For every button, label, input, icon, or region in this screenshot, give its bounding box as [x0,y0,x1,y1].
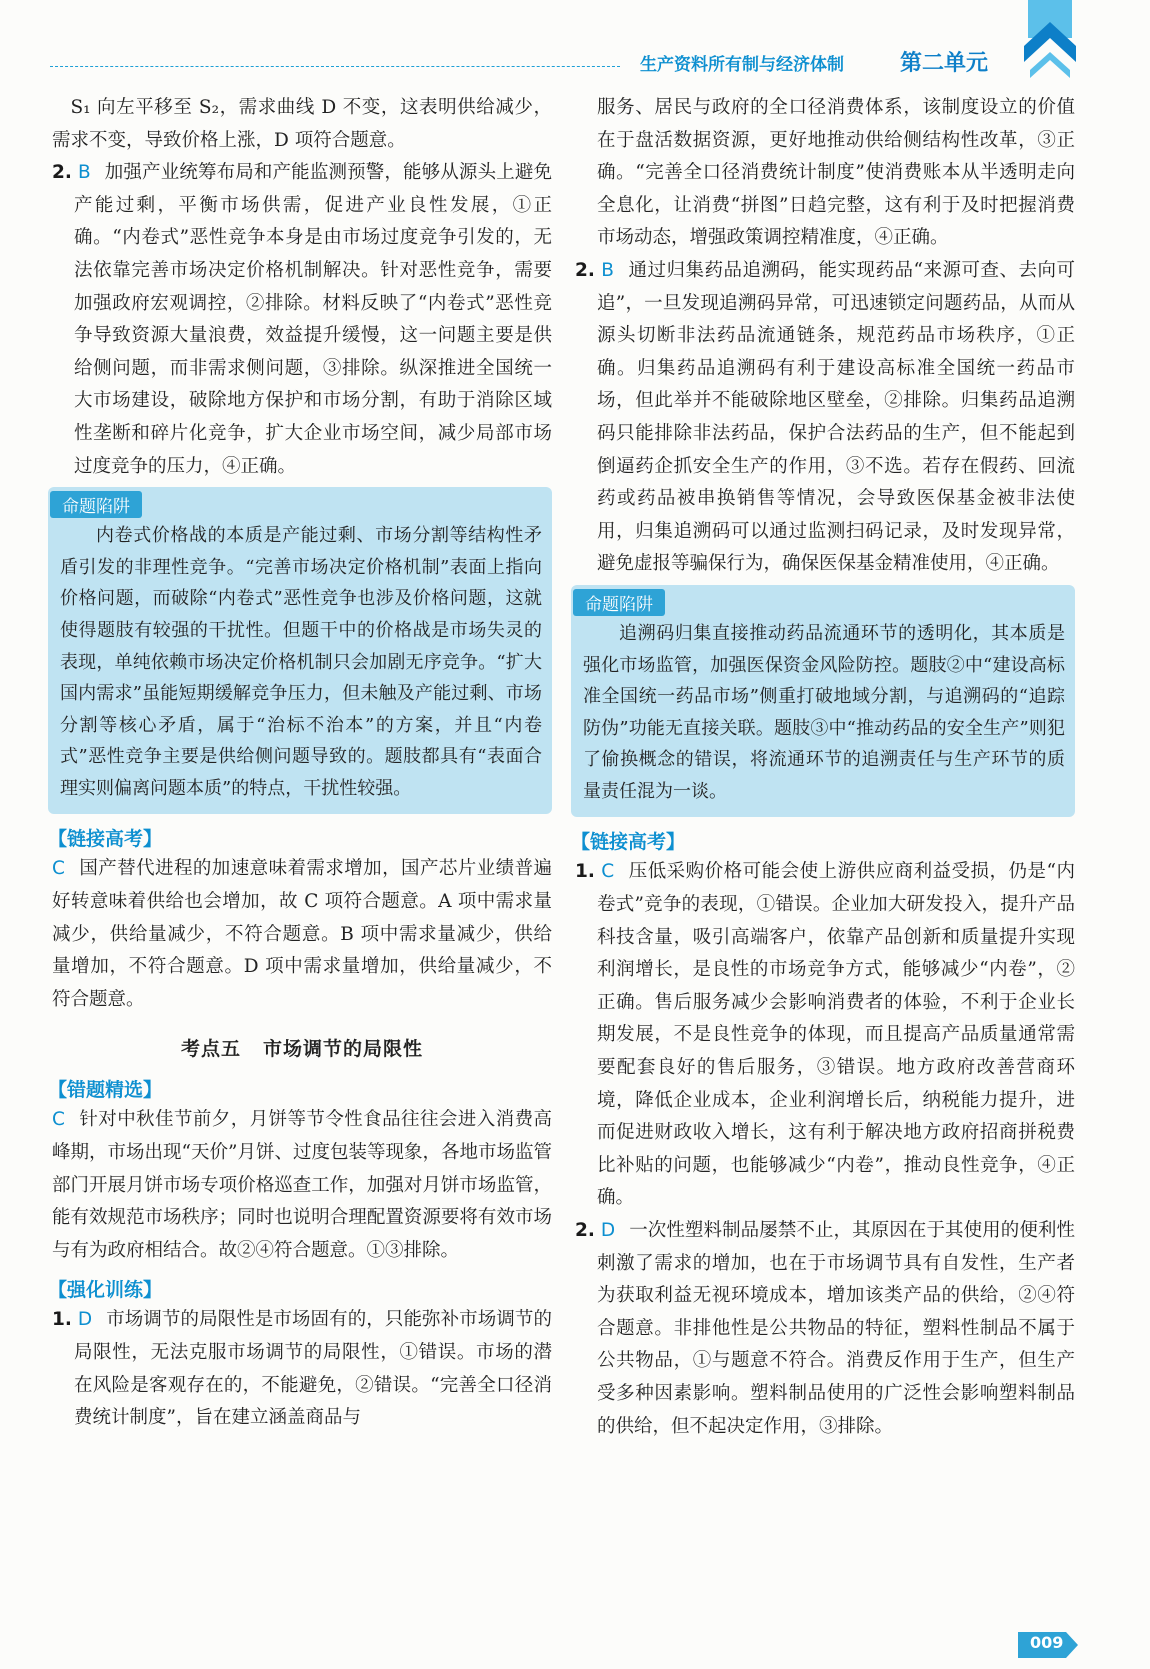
trap-tag: 命题陷阱 [573,589,665,616]
answer-explanation: 针对中秋佳节前夕，月饼等节令性食品往往会进入消费高峰期，市场出现“天价”月饼、过度包装等现象，各地市场监管部门开展月饼市场专项价格巡查工作，加强对月饼市场监管，能有效规范市场秩序；同时也说明合理配置资源要将有效市场与有为政府相结合。故②④符合题意。①③排除。 [52,1109,552,1261]
answer-letter: B [601,259,614,281]
trap-box [571,585,1075,818]
question-number: 2. [575,1220,595,1241]
trap-text: 内卷式价格战的本质是产能过剩、市场分割等结构性矛盾引发的非理性竞争。“完善市场决定价格机制”表面上指向价格问题，而破除“内卷式”恶性竞争也涉及价格问题，这就使得题肢有较强的干扰性。但题干中的价格战是市场失灵的表现，单纯依赖市场决定价格机制只会加剧无序竞争。“扩大国内需求”虽能短期缓解竞争压力，但未触及产能过剩、市场分割等核心矛盾，属于“治标不治本”的方案，并且“内卷式”恶性竞争主要是供给侧问题导致的。题肢都具有“表面合理实则偏离问题本质”的特点，干扰性较强。 [60,525,542,799]
link-gaokao-tag: 【链接高考】 [48,828,163,851]
answer-explanation: 压低采购价格可能会使上游供应商利益受损，仍是“内卷式”竞争的表现，①错误。企业加大研发投入，提升产品科技含量，吸引高端客户，依靠产品创新和质量提升实现利润增长，是良性的市场竞争方式，能够减少“内卷”，②正确。售后服务减少会影响消费者的体验，不利于企业长期发展，不是良性竞争的体现，而且提高产品质量通常需要配套良好的售后服务，③错误。地方政府改善营商环境，降低企业成本，企业利润增长后，纳税能力提升，进而促进财政收入增长，这有利于解决地方政府招商拼税费比补贴的问题，也能够减少“内卷”，推动良性竞争，④正确。 [597,861,1075,1209]
answer-explanation: 国产替代进程的加速意味着需求增加，国产芯片业绩普遍好转意味着供给也会增加，故 C 项符合题意。A 项中需求量减少，供给量减少，不符合题意。B 项中需求量减少，供给量增加，不符合题意。D 项中需求量增加，供给量减少，不符合题意。 [52,858,552,1010]
section-label: 考点五 [180,1038,241,1061]
header-subtitle: 生产资料所有制与经济体制 [640,55,844,75]
trap-text: 追溯码归集直接推动药品流通环节的透明化，其本质是强化市场监管，加强医保资金风险防控。题肢②中“建设高标准全国统一药品市场”侧重打破地域分割，与追溯码的“追踪防伪”功能无直接关联。题肢③中“推动药品的安全生产”则犯了偷换概念的错误，将流通环节的追溯责任与生产环节的质量责任混为一谈。 [583,622,1065,802]
answer-item [52,157,552,483]
answer-explanation: 加强产业统筹布局和产能监测预警，能够从源头上避免产能过剩，平衡市场供需，促进产业良性发展，①正确。“内卷式”恶性竞争本身是由市场过度竞争引发的，无法依靠完善市场决定价格机制解决。针对恶性竞争，需要加强政府宏观调控，②排除。材料反映了“内卷式”恶性竞争导致资源大量浪费，效益提升缓慢，这一问题主要是供给侧问题，而非需求侧问题，③排除。纵深推进全国统一大市场建设，破除地方保护和市场分割，有助于消除区域性垄断和碎片化竞争，扩大企业市场空间，减少局部市场过度竞争的压力，④正确。 [74,162,552,477]
answer-letter: B [77,162,91,184]
answer-item [575,255,1075,581]
wrong-questions-tag: 【错题精选】 [48,1079,163,1102]
chevron-up-icon [1020,0,1080,80]
trap-box [48,487,552,814]
page-number: 009 [1030,1633,1064,1652]
question-number: 1. [575,861,595,883]
right-column [571,92,1075,1443]
answer-letter: C [52,1109,65,1131]
training-tag: 【强化训练】 [48,1279,163,1302]
header-unit: 第二单元 [900,51,989,76]
header-divider [50,66,620,67]
answer-letter: D [77,1309,93,1331]
answer-explanation: 市场调节的局限性是市场固有的，只能弥补市场调节的局限性，无法克服市场调节的局限性，①错误。市场的潜在风险是客观存在的，不能避免，②错误。“完善全口径消费统计制度”，旨在建立涵盖商品与 [74,1309,552,1429]
left-column [48,92,552,1435]
question-number: 2. [52,162,72,184]
answer-item [575,1215,1075,1443]
continued-paragraph: S₁ 向左平移至 S₂，需求曲线 D 不变，这表明供给减少，需求不变，导致价格上涨，D 项符合题意。 [52,97,552,151]
section-name: 市场调节的局限性 [263,1038,424,1061]
answer-item [52,1304,552,1434]
answer-item [575,856,1075,1215]
answer-explanation: 通过归集药品追溯码，能实现药品“来源可查、去向可追”，一旦发现追溯码异常，可迅速锁定问题药品，从而从源头切断非法药品流通链条，规范药品市场秩序，①正确。归集药品追溯码有利于建设高标准全国统一药品市场，但此举并不能破除地区壁垒，②排除。归集药品追溯码只能排除非法药品，保护合法药品的生产，但不能起到倒逼药企抓安全生产的作用，③不选。若存在假药、回流药或药品被串换销售等情况，会导致医保基金被非法使用，归集追溯码可以通过监测扫码记录，及时发现异常，避免虚报等骗保行为，确保医保基金精准使用，④正确。 [597,259,1075,575]
page-header [0,0,1150,90]
trap-tag: 命题陷阱 [50,491,142,518]
section-title [52,1034,552,1061]
question-number: 1. [52,1309,72,1331]
answer-letter: C [601,861,615,883]
answer-explanation: 一次性塑料制品屡禁不止，其原因在于其使用的便利性刺激了需求的增加，也在于市场调节具有自发性，生产者为获取利益无视环境成本，增加该类产品的供给，②④符合题意。非排他性是公共物品的特征，塑料性制品不属于公共物品，①与题意不符合。消费反作用于生产，但生产受多种因素影响。塑料制品使用的广泛性会影响塑料制品的供给，但不起决定作用，③排除。 [597,1220,1075,1437]
answer-letter: C [52,858,65,880]
question-number: 2. [575,259,595,281]
link-gaokao-tag: 【链接高考】 [571,831,686,854]
continued-paragraph: 服务、居民与政府的全口径消费体系，该制度设立的价值在于盘活数据资源，更好地推动供给侧结构性改革，③正确。“完善全口径消费统计制度”使消费账本从半透明走向全息化，让消费“拼图”日趋完整，这有利于及时把握消费市场动态，增强政策调控精准度，④正确。 [597,97,1075,249]
answer-item [52,853,552,1016]
answer-item [52,1104,552,1267]
answer-letter: D [600,1220,616,1241]
